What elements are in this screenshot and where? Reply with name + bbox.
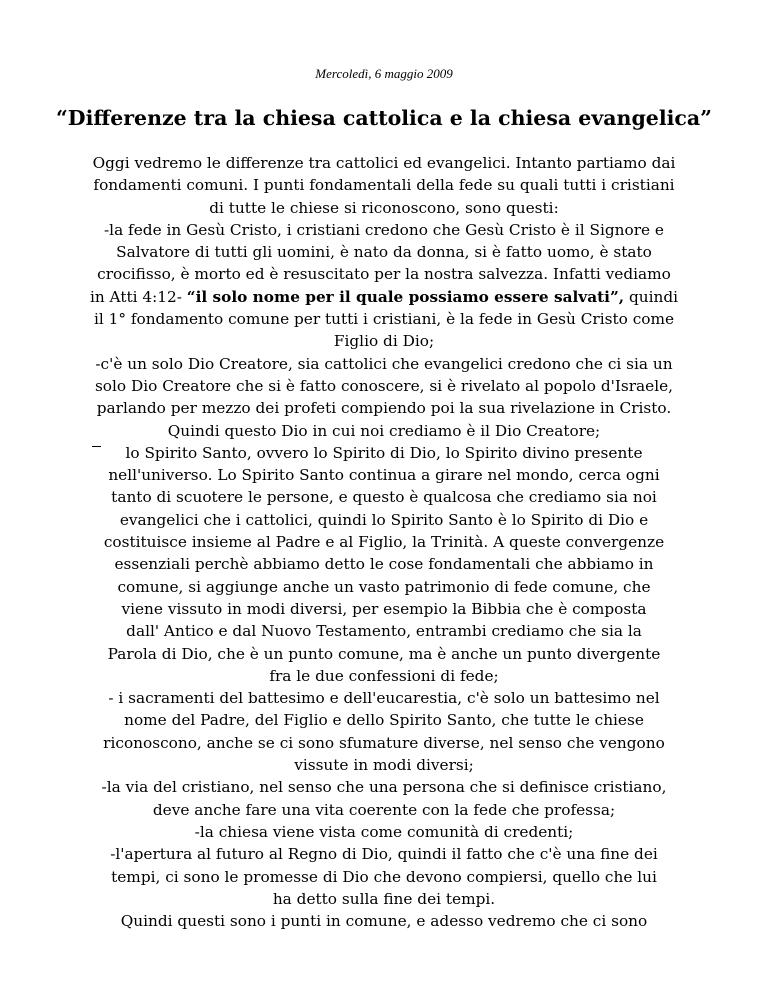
body-line: Parola di Dio, che è un punto comune, ma è anche un punto divergente	[107, 644, 661, 663]
body-line: parlando per mezzo dei profeti compiendo poi la sua rivelazione in Cristo.	[96, 399, 672, 418]
document-title: “Differenze tra la chiesa cattolica e la chiesa evangelica”	[56, 106, 712, 130]
body-line: tanto di scuotere le persone, e questo è qualcosa che crediamo sia noi	[111, 488, 657, 507]
bible-quote: “il solo nome per il quale possiamo essere salvati”,	[186, 287, 625, 306]
body-line: il 1° fondamento comune per tutti i cristiani, è la fede in Gesù Cristo come	[93, 310, 675, 329]
body-line: Salvatore di tutti gli uomini, è nato da donna, si è fatto uomo, è stato	[116, 243, 652, 262]
body-line: -l'apertura al futuro al Regno di Dio, quindi il fatto che c'è una fine dei	[110, 845, 658, 864]
document-body	[62, 152, 706, 932]
body-line: Figlio di Dio;	[333, 332, 435, 351]
document-date: Mercoledì, 6 maggio 2009	[315, 66, 453, 81]
body-line: evangelici che i cattolici, quindi lo Spirito Santo è lo Spirito di Dio e	[119, 510, 649, 529]
body-line: essenziali perchè abbiamo detto le cose fondamentali che abbiamo in	[114, 555, 654, 574]
body-line: crocifisso, è morto ed è resuscitato per la nostra salvezza. Infatti vediamo	[97, 265, 671, 284]
body-line: nell'universo. Lo Spirito Santo continua a girare nel mondo, cerca ogni	[108, 466, 660, 485]
body-line: viene vissuto in modi diversi, per esempio la Bibbia che è composta	[121, 599, 647, 618]
body-line: di tutte le chiese si riconoscono, sono questi:	[209, 198, 559, 217]
body-line: - i sacramenti del battesimo e dell'eucarestia, c'è solo un battesimo nel	[108, 689, 660, 708]
body-line: tempi, ci sono le promesse di Dio che devono compiersi, quello che lui	[111, 867, 657, 886]
body-line: vissute in modi diversi;	[294, 756, 474, 775]
body-line: -c'è un solo Dio Creatore, sia cattolici che evangelici credono che ci sia un	[95, 354, 673, 373]
body-line: ha detto sulla fine dei tempi.	[272, 889, 496, 908]
body-line: lo Spirito Santo, ovvero lo Spirito di Dio, lo Spirito divino presente	[125, 443, 643, 462]
citation-tail: quindi	[624, 287, 679, 306]
body-line: deve anche fare una vita coerente con la fede che professa;	[152, 800, 616, 819]
body-line: Oggi vedremo le differenze tra cattolici ed evangelici. Intanto partiamo dai	[92, 154, 676, 172]
body-line: Quindi questo Dio in cui noi crediamo è il Dio Creatore;	[167, 421, 601, 440]
body-line: fra le due confessioni di fede;	[269, 666, 499, 685]
body-line: comune, si aggiunge anche un vasto patrimonio di fede comune, che	[117, 577, 651, 596]
body-line-with-citation	[62, 286, 706, 308]
body-line: Quindi questi sono i punti in comune, e adesso vedremo che ci sono	[120, 912, 648, 931]
body-line: nome del Padre, del Figlio e dello Spirito Santo, che tutte le chiese	[124, 711, 644, 730]
body-line: -la fede in Gesù Cristo, i cristiani credono che Gesù Cristo è il Signore e	[104, 220, 664, 239]
body-line: dall' Antico e dal Nuovo Testamento, entrambi crediamo che sia la	[126, 622, 642, 641]
citation-lead: in Atti 4:12-	[89, 287, 187, 306]
body-line: costituisce insieme al Padre e al Figlio, la Trinità. A queste convergenze	[103, 533, 665, 552]
body-line: fondamenti comuni. I punti fondamentali della fede su quali tutti i cristiani	[93, 176, 675, 195]
body-line: riconoscono, anche se ci sono sfumature diverse, nel senso che vengono	[103, 733, 665, 752]
body-line: -la chiesa viene vista come comunità di credenti;	[194, 822, 574, 841]
body-line: -la via del cristiano, nel senso che una persona che si definisce cristiano,	[101, 778, 667, 797]
body-line: solo Dio Creatore che si è fatto conoscere, si è rivelato al popolo d'Israele,	[94, 376, 674, 395]
